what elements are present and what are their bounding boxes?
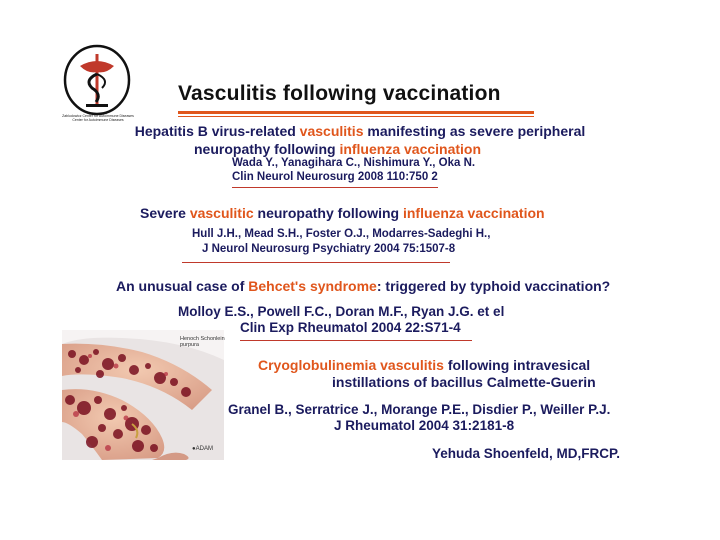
ref4-journal: J Rheumatol 2004 31:2181-8 (334, 418, 515, 433)
ref3-text: : triggered by typhoid vaccination? (376, 278, 611, 294)
ref1-text: manifesting as severe peripheral (363, 123, 586, 139)
ref2-journal: J Neurol Neurosurg Psychiatry 2004 75:1507-8 (202, 243, 456, 255)
photo-caption (180, 336, 225, 348)
ref4-highlight: Cryoglobulinemia vasculitis (258, 357, 444, 373)
title-underline-thick (178, 111, 534, 114)
ref3-title-line1 (116, 278, 610, 294)
ref3-authors: Molloy E.S., Powell F.C., Doran M.F., Ryan J.G. et el (178, 304, 505, 319)
photo-caption-line2: purpura (180, 342, 199, 348)
adam-logo-icon: ● (192, 446, 196, 452)
ref1-title-line1 (0, 123, 720, 139)
ref2-text: Severe (140, 205, 190, 221)
ref1-journal: Clin Neurol Neurosurg 2008 110:750 2 (232, 171, 438, 183)
ref1-title-line2 (194, 141, 481, 157)
presenter-name: Yehuda Shoenfeld, MD,FRCP. (432, 446, 621, 461)
clinical-photo (62, 330, 224, 460)
ref2-title-line1 (140, 205, 545, 221)
ref1-highlight: influenza vaccination (339, 141, 482, 157)
ref3-divider (240, 340, 472, 341)
ref4-authors: Granel B., Serratrice J., Morange P.E., Disdier P., Weiller P.J. (228, 402, 611, 417)
logo-caption-line1: Zabludowicz Center for Autoimmune Diseases (62, 114, 134, 118)
slide-title: Vasculitis following vaccination (178, 82, 501, 105)
photo-caption-line1: Henoch Schonlein (180, 336, 225, 342)
ref2-text: neuropathy following (253, 205, 403, 221)
logo-caption (58, 114, 138, 122)
ref1-text: Hepatitis B virus-related (134, 123, 300, 139)
ref3-highlight: Behcet's syndrome (248, 278, 377, 294)
photo-credit (192, 446, 213, 452)
ref3-journal: Clin Exp Rheumatol 2004 22:S71-4 (240, 320, 461, 335)
title-underline-thin (178, 116, 534, 117)
ref4-title-line1 (258, 357, 590, 373)
ref2-highlight: influenza vaccination (402, 205, 545, 221)
photo-credit-text: ADAM (195, 446, 213, 452)
ref1-divider (232, 187, 438, 188)
ref2-highlight: vasculitic (189, 205, 254, 221)
ref4-text: following intravesical (443, 357, 591, 373)
ref2-authors: Hull J.H., Mead S.H., Foster O.J., Modarres-Sadeghi H., (192, 228, 491, 240)
ref4-title-line2: instillations of bacillus Calmette-Guerin (332, 374, 596, 390)
ref3-text: An unusual case of (116, 278, 249, 294)
ref2-divider (182, 262, 450, 263)
ref1-text: neuropathy following (194, 141, 340, 157)
ref1-authors: Wada Y., Yanagihara C., Nishimura Y., Oka N. (232, 157, 476, 169)
ref1-highlight: vasculitis (299, 123, 364, 139)
logo-caption-line2: Center for Autoimmune Diseases (72, 118, 124, 122)
